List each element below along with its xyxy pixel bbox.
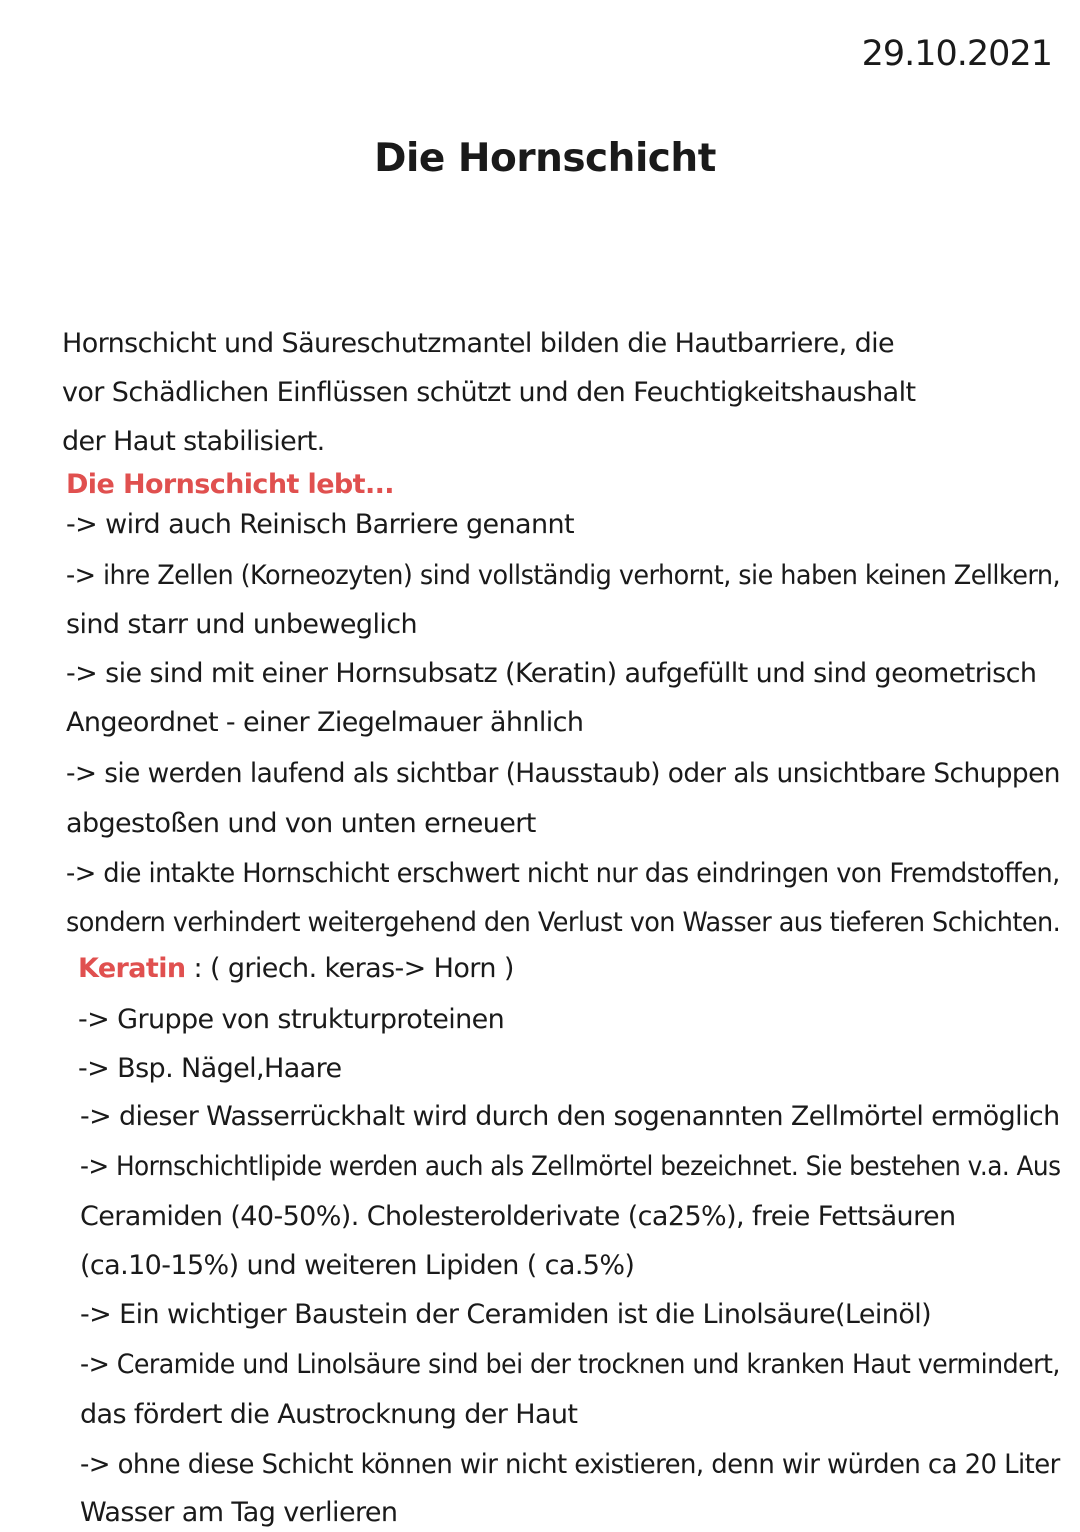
note-line: -> sie werden laufend als sichtbar (Hausstaub) oder als unsichtbare Schuppen <box>66 758 1060 789</box>
note-line: -> Ein wichtiger Baustein der Ceramiden ist die Linolsäure(Leinöl) <box>80 1299 932 1330</box>
note-line: -> dieser Wasserrückhalt wird durch den sogenannten Zellmörtel ermöglich <box>80 1101 1060 1132</box>
keratin-definition: : ( griech. keras-> Horn ) <box>185 953 514 984</box>
note-line: abgestoßen und von unten erneuert <box>66 808 536 839</box>
intro-line: Hornschicht und Säureschutzmantel bilden die Hautbarriere, die <box>62 328 895 359</box>
intro-line: vor Schädlichen Einflüssen schützt und den Feuchtigkeitshaushalt <box>62 377 916 408</box>
note-line: -> die intakte Hornschicht erschwert nicht nur das eindringen von Fremdstoffen, <box>66 858 1060 889</box>
note-line: -> ihre Zellen (Korneozyten) sind vollständig verhornt, sie haben keinen Zellkern, <box>66 560 1061 591</box>
note-line: -> Bsp. Nägel,Haare <box>78 1053 342 1084</box>
note-line: sondern verhindert weitergehend den Verlust von Wasser aus tieferen Schichten. <box>66 907 1061 938</box>
date-label: 29.10.2021 <box>861 34 1052 74</box>
note-line: -> Gruppe von strukturproteinen <box>78 1004 505 1035</box>
note-line: -> wird auch Reinisch Barriere genannt <box>66 509 574 540</box>
note-line: -> Ceramide und Linolsäure sind bei der trocknen und kranken Haut vermindert, <box>80 1349 1060 1380</box>
section-heading-keratin: Keratin <box>78 953 186 984</box>
note-line: -> sie sind mit einer Hornsubsatz (Keratin) aufgefüllt und sind geometrisch <box>66 658 1037 689</box>
section-heading-hornschicht: Die Hornschicht lebt... <box>66 469 394 500</box>
note-line: -> ohne diese Schicht können wir nicht existieren, denn wir würden ca 20 Liter <box>80 1449 1060 1480</box>
note-line: sind starr und unbeweglich <box>66 609 418 640</box>
page-title: Die Hornschicht <box>374 136 716 181</box>
note-line: Angeordnet - einer Ziegelmauer ähnlich <box>66 707 584 738</box>
note-line: Wasser am Tag verlieren <box>80 1497 398 1528</box>
note-line: Ceramiden (40-50%). Cholesterolderivate (ca25%), freie Fettsäuren <box>80 1201 956 1232</box>
note-line: (ca.10-15%) und weiteren Lipiden ( ca.5%) <box>80 1250 635 1281</box>
section-heading-keratin-row <box>78 952 514 986</box>
note-line: -> Hornschichtlipide werden auch als Zellmörtel bezeichnet. Sie bestehen v.a. Aus <box>80 1151 1061 1182</box>
intro-line: der Haut stabilisiert. <box>62 426 325 457</box>
note-line: das fördert die Austrocknung der Haut <box>80 1399 578 1430</box>
